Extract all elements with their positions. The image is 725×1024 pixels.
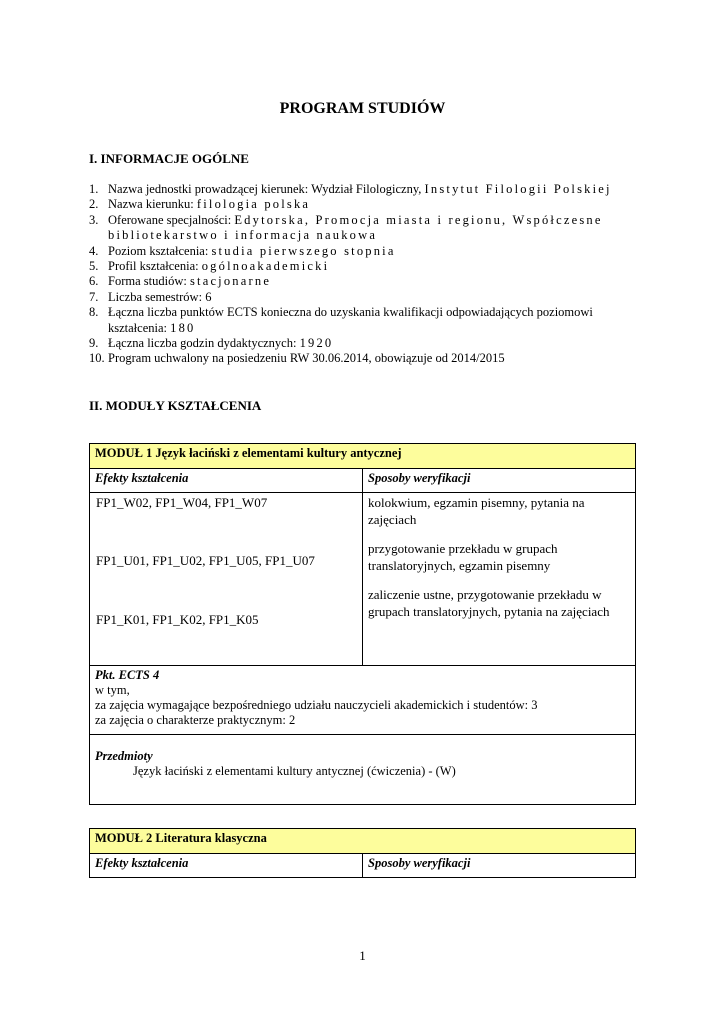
ects-line: za zajęcia o charakterze praktycznym: 2: [95, 713, 296, 727]
list-item: 10. Program uchwalony na posiedzeniu RW 30.06.2014, obowiązuje od 2014/2015: [89, 351, 505, 366]
ects-line: za zajęcia wymagające bezpośredniego udziału nauczycieli akademickich i studentów: 3: [95, 698, 538, 712]
efekty-cell: [90, 493, 363, 666]
sposoby-cell: [363, 493, 636, 666]
page-title: PROGRAM STUDIÓW: [279, 100, 446, 117]
module-2-title: MODUŁ 2 Literatura klasyczna: [90, 829, 636, 854]
list-item: 7. Liczba semestrów: 6: [89, 289, 212, 304]
ects-value: 4: [153, 668, 160, 682]
sposob-u: przygotowanie przekładu w grupach translatoryjnych, egzamin pisemny: [368, 541, 558, 573]
module-1-table: [89, 443, 636, 805]
list-item: 5. Profil kształcenia: ogólnoakademicki: [89, 259, 330, 274]
ects-line: w tym,: [95, 683, 130, 697]
general-info-list: [89, 182, 649, 367]
section-heading-modules: II. MODUŁY KSZTAŁCENIA: [89, 398, 262, 413]
list-item: 1. Nazwa jednostki prowadzącej kierunek: Wydział Filologiczny, Instytut Filologii Polskiej: [89, 182, 612, 196]
list-item: 3. Oferowane specjalności: Edytorska, Promocja miasta i regionu, Współczesne bibliotekarstwo i informacja naukowa: [89, 212, 603, 243]
column-header-efekty: Efekty kształcenia: [90, 854, 363, 878]
list-item: 2. Nazwa kierunku: filologia polska: [89, 197, 311, 212]
column-header-sposoby: Sposoby weryfikacji: [363, 854, 636, 878]
sposob-k: zaliczenie ustne, przygotowanie przekładu w grupach translatoryjnych, pytania na zajęciach: [368, 587, 610, 619]
przedmioty-cell: [90, 735, 636, 805]
list-item: 8. Łączna liczba punktów ECTS konieczna do uzyskania kwalifikacji odpowiadających poziomowi kształcenia: 180: [89, 305, 593, 335]
przedmioty-label: Przedmioty: [95, 749, 153, 763]
sposob-w: kolokwium, egzamin pisemny, pytania na zajęciach: [368, 495, 585, 527]
efekt-u: FP1_U01, FP1_U02, FP1_U05, FP1_U07: [96, 553, 315, 568]
list-item: 4. Poziom kształcenia: studia pierwszego stopnia: [89, 243, 396, 258]
section-heading-general: I. INFORMACJE OGÓLNE: [89, 151, 249, 166]
ects-label: Pkt. ECTS: [95, 668, 150, 682]
list-item: 9. Łączna liczba godzin dydaktycznych: 1920: [89, 336, 334, 351]
ects-cell: [90, 666, 636, 735]
przedmiot-item: Język łaciński z elementami kultury antycznej (ćwiczenia) - (W): [133, 764, 456, 778]
page-number: 1: [359, 948, 366, 963]
efekt-k: FP1_K01, FP1_K02, FP1_K05: [96, 612, 259, 627]
module-1-title: MODUŁ 1 Język łaciński z elementami kultury antycznej: [90, 444, 636, 469]
module-2-table: [89, 828, 636, 878]
list-item: 6. Forma studiów: stacjonarne: [89, 274, 272, 289]
efekt-w: FP1_W02, FP1_W04, FP1_W07: [96, 495, 268, 510]
column-header-efekty: Efekty kształcenia: [90, 469, 363, 493]
column-header-sposoby: Sposoby weryfikacji: [363, 469, 636, 493]
